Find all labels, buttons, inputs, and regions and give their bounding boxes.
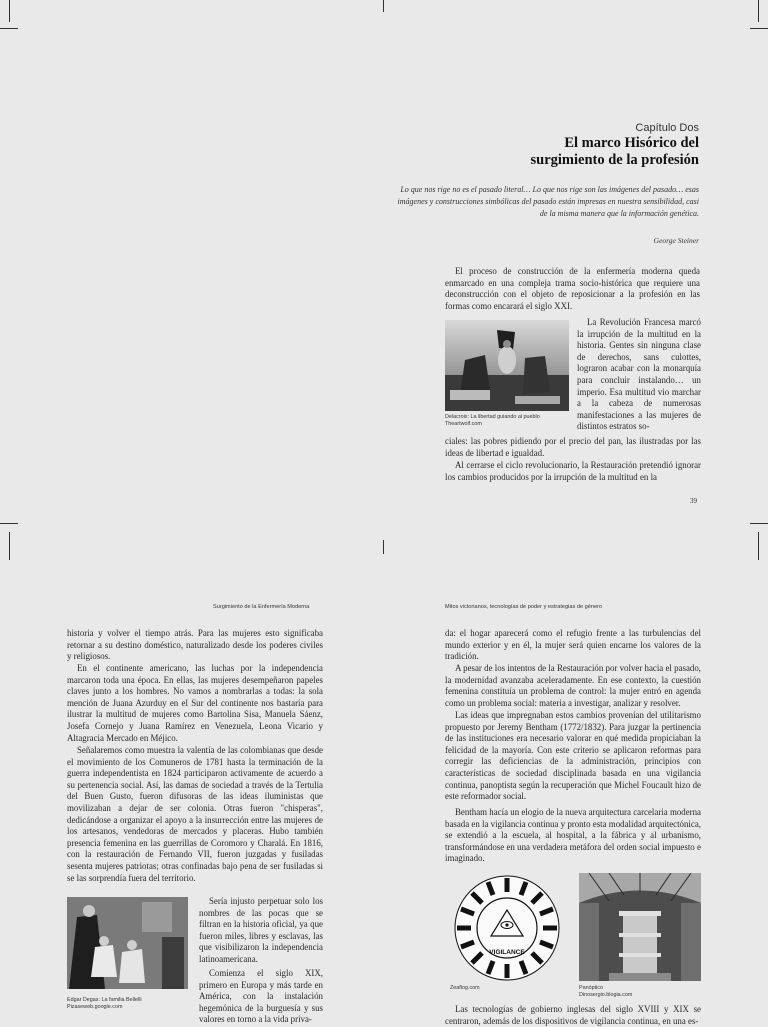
body-paragraph: Al cerrarse el ciclo revolucionario, la Restauración pretendió ignorar los cambios producidos por la irrupción de la multitud en la — [445, 460, 701, 482]
body-paragraph: ciales: las pobres pidiendo por el precio del pan, las ilustradas por las ideas de libertad e igualdad. — [445, 436, 701, 458]
page-number: 39 — [690, 497, 697, 505]
crop-mark — [0, 523, 18, 524]
figure-caption — [67, 997, 197, 1011]
figure-caption-line: Theartwolf.com — [445, 421, 482, 427]
figure-caption — [579, 985, 709, 999]
body-paragraph: La Revolución Francesa marcó la irrupción de la multitud en la historia. Gentes sin ninguna clase de derechos, sans culottes, lograron acabar con la monarquía para concluir instalando… un imperio. Esa multitud vio marchar a la cabeza de numerosas manifestaciones a las mujeres de distintos estratos so- — [577, 317, 701, 432]
running-head: Mitos victorianos, tecnologías de poder y estrategias de género — [445, 604, 603, 610]
crop-mark — [9, 532, 10, 560]
panopticon-illustration — [579, 873, 701, 981]
crop-mark — [758, 532, 759, 560]
body-paragraph: Comienza el siglo XIX, primero en Europa y más tarde en América, con la instalación hegemónica de la burguesía y sus valores en torno a la vida priva- — [199, 968, 323, 1025]
vigilance-label: VIGILANCE — [489, 949, 525, 956]
body-paragraph: Sería injusto perpetuar solo los nombres de las pocas que se filtran en la historia oficial, ya que fueron miles, libres y esclavas, las que visibilizaron la independencia latinoamericana. — [199, 896, 323, 964]
painting-illustration — [445, 320, 569, 411]
chapter-title — [399, 135, 699, 169]
body-paragraph: En el continente americano, las luchas por la independencia marcaron toda una época. En ellas, las mujeres desempeñaron papeles claves junto a los hombres. No vamos a nombrarlas a todas: la sola mención de Juana Azurduy en el Sur del continente nos bastaría para ilustrar la multitud de mujeres como Bartolina Sisa, Manuela Sáenz, Josefa Cornejo y Juana Ramírez en Venezuela, Leona Vicario y Altagracia Mercado en Méjico. — [67, 663, 323, 743]
body-paragraph: da: el hogar aparecerá como el refugio frente a las turbulencias del mundo exterior y en él, la mujer será quien encarne los valores de la tradición. — [445, 628, 701, 662]
body-paragraph: El proceso de construcción de la enfermería moderna queda enmarcado en una compleja trama socio-histórica que requiere una deconstrucción con el objeto de reposicionar a la profesión en las formas como encarará el siglo XXI. — [445, 266, 700, 311]
chapter-label: Capítulo Dos — [635, 122, 699, 134]
body-paragraph: Bentham hacía un elogio de la nueva arquitectura carcelaria moderna basada en la vigilancia continua y pronto esta modalidad arquitectónica, se extendió a la escuela, al hospital, a la fábrica y al urbanismo, transformándose en una verdadera metáfora del orden social impuesto e imaginado. — [445, 807, 701, 864]
chapter-title-line: surgimiento de la profesión — [530, 152, 699, 168]
vigilance-eye-icon — [450, 872, 565, 984]
crop-mark — [383, 0, 384, 12]
figure-caption: Zeaflog.com — [450, 985, 480, 991]
figure-caption-line: Edgar Degas: La familia Bellelli — [67, 997, 142, 1003]
running-head: Surgimiento de la Enfermería Moderna — [213, 604, 310, 610]
crop-mark — [9, 0, 10, 22]
body-paragraph: Las tecnologías de gobierno inglesas del siglo XVIII y XIX se centraron, además de los dispositivos de vigilancia continua, en una es- — [445, 1004, 701, 1026]
epigraph: Lo que nos rige no es el pasado literal… Lo que nos rige son las imágenes del pasado… esas imágenes y construcciones simbólicas del pasado están impresas en nuestra sensibilidad, casi de la misma manera que la información genética. — [397, 185, 699, 218]
epigraph-author: George Steiner — [653, 236, 699, 245]
figure-caption-line: Pizaseweb.google.com — [67, 1004, 123, 1010]
body-paragraph: A pesar de los intentos de la Restauración por volver hacia el pasado, la modernidad avanzaba aceleradamente. En ese contexto, la cuestión femenina constituía un problema de control: la mujer entró en agenda como un problema social: materia a investigar, analizar y resolver. — [445, 663, 701, 708]
figure-caption-line: Panóptico — [579, 985, 603, 991]
crop-mark — [0, 28, 18, 29]
body-paragraph: historia y volver el tiempo atrás. Para las mujeres esto significaba retornar a su destino doméstico, naturalizado desde los poderes civiles y religiosos. — [67, 628, 323, 662]
crop-mark — [750, 28, 768, 29]
figure-caption-line: Dinosergio.blogia.com — [579, 992, 633, 998]
body-paragraph: Las ideas que impregnaban estos cambios provenían del utilitarismo propuesto por Jeremy Bentham (1772/1832). Para juzgar la pertinencia de las instituciones era necesario valorar en qué medida propiciaban la felicidad de la mayoría. Con este criterio se aplicaron reformas para corregir las deficiencias de la administración, principios con características de sociedad disciplinada basada en una vigilancia continua, panoptista según la recuperación que Michel Foucault hizo de este reformador social. — [445, 710, 701, 802]
figure-panopticon — [579, 873, 701, 981]
crop-mark — [758, 0, 759, 22]
crop-mark — [383, 540, 384, 554]
figure-caption — [445, 414, 575, 428]
crop-mark — [750, 523, 768, 524]
figure-caption-line: Delacroix: La libertad guiando al pueblo — [445, 414, 540, 420]
figure-liberty-leading-people — [445, 320, 569, 411]
figure-bellelli-family — [67, 897, 188, 989]
body-paragraph: Señalaremos como muestra la valentía de las colombianas que desde el movimiento de los Comuneros de 1781 hasta la terminación de la guerra independentista en 1824 participaron activamente de acuerdo a su pertenencia social. Así, las damas de sociedad a través de la Tertulia del Buen Gusto, fueron difusoras de las ideas iluministas que movilizaban a dejar de ser colonia. Otras fueron "chisperas", dedicándose a organizar el apoyo a la insurrección entre las mujeres de los artesanos, vendedoras de mercados y placeras. Hubo también presencia femenina en las guerrillas de Coromoro y Charalá. En 1816, con la restauración de Fernando VII, fueron juzgadas y fusiladas sesenta mujeres patriotas; otras confinadas bajo pena de ser fusiladas si se las sorprendía fuera del territorio. — [67, 745, 323, 883]
figure-vigilance-seal — [450, 872, 565, 984]
painting-illustration — [67, 897, 188, 989]
chapter-title-line: El marco Hisórico del — [564, 135, 699, 151]
